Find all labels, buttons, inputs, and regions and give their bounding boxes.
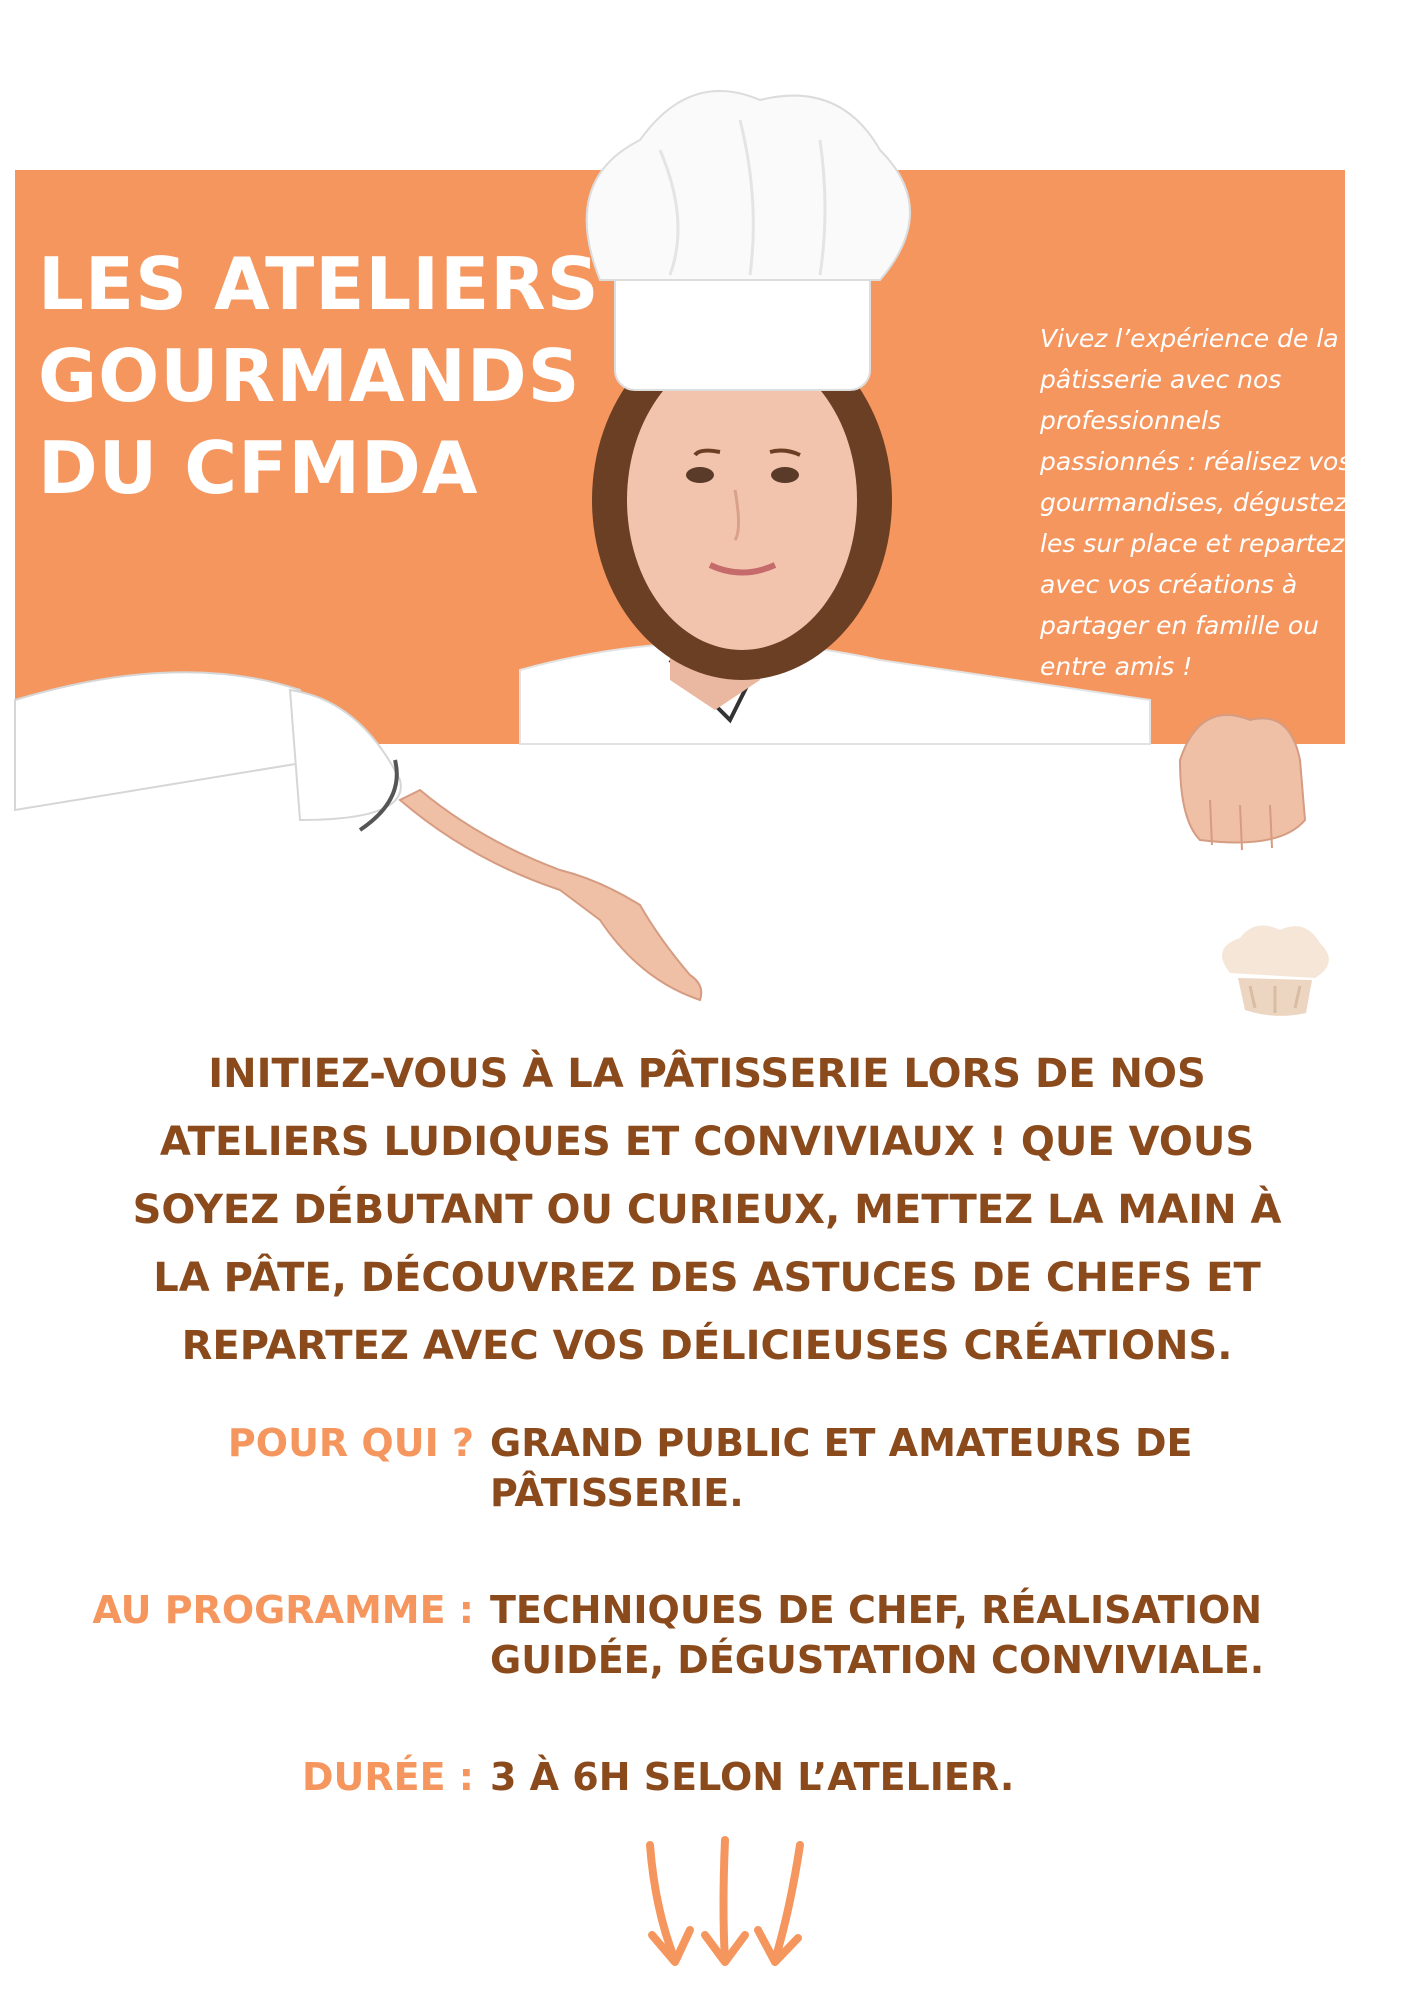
info-value-line: GUIDÉE, DÉGUSTATION CONVIVIALE. <box>490 1638 1265 1682</box>
tagline-line: Vivez l’expérience de la <box>1040 324 1339 353</box>
tagline-line: professionnels <box>1040 406 1221 435</box>
tagline-line: gourmandises, dégustez- <box>1040 488 1357 517</box>
intro-text <box>40 1040 1374 1380</box>
down-arrows-icon <box>630 1830 820 1980</box>
chef-hat-icon <box>1210 918 1340 1028</box>
title-line: LES ATELIERS <box>38 242 600 326</box>
info-value <box>490 1418 1192 1518</box>
info-value <box>490 1585 1264 1685</box>
page-title <box>38 238 600 514</box>
tagline-line: les sur place et repartez <box>1040 529 1345 558</box>
intro-line: INITIEZ-VOUS À LA PÂTISSERIE LORS DE NOS <box>208 1051 1206 1097</box>
tagline-line: passionnés : réalisez vos <box>1040 447 1352 476</box>
info-label: POUR QUI ? <box>227 1421 474 1465</box>
info-value <box>490 1752 1014 1802</box>
tagline-line: avec vos créations à <box>1040 570 1298 599</box>
tagline-line: entre amis ! <box>1040 652 1193 681</box>
info-label: AU PROGRAMME : <box>92 1588 474 1632</box>
title-line: DU CFMDA <box>38 426 479 510</box>
info-value-line: PÂTISSERIE. <box>490 1471 744 1515</box>
intro-line: REPARTEZ AVEC VOS DÉLICIEUSES CRÉATIONS. <box>181 1323 1233 1369</box>
tagline <box>1040 318 1400 687</box>
info-label: DURÉE : <box>301 1755 474 1799</box>
intro-line: LA PÂTE, DÉCOUVREZ DES ASTUCES DE CHEFS ET <box>153 1255 1261 1301</box>
info-value-line: GRAND PUBLIC ET AMATEURS DE <box>490 1421 1193 1465</box>
intro-line: ATELIERS LUDIQUES ET CONVIVIAUX ! QUE VOUS <box>159 1119 1255 1165</box>
info-value-line: TECHNIQUES DE CHEF, RÉALISATION <box>490 1588 1263 1632</box>
tagline-line: pâtisserie avec nos <box>1040 365 1282 394</box>
tagline-line: partager en famille ou <box>1040 611 1320 640</box>
intro-line: SOYEZ DÉBUTANT OU CURIEUX, METTEZ LA MAIN À <box>132 1187 1282 1233</box>
title-line: GOURMANDS <box>38 334 581 418</box>
info-value-line: 3 À 6H SELON L’ATELIER. <box>490 1755 1015 1799</box>
